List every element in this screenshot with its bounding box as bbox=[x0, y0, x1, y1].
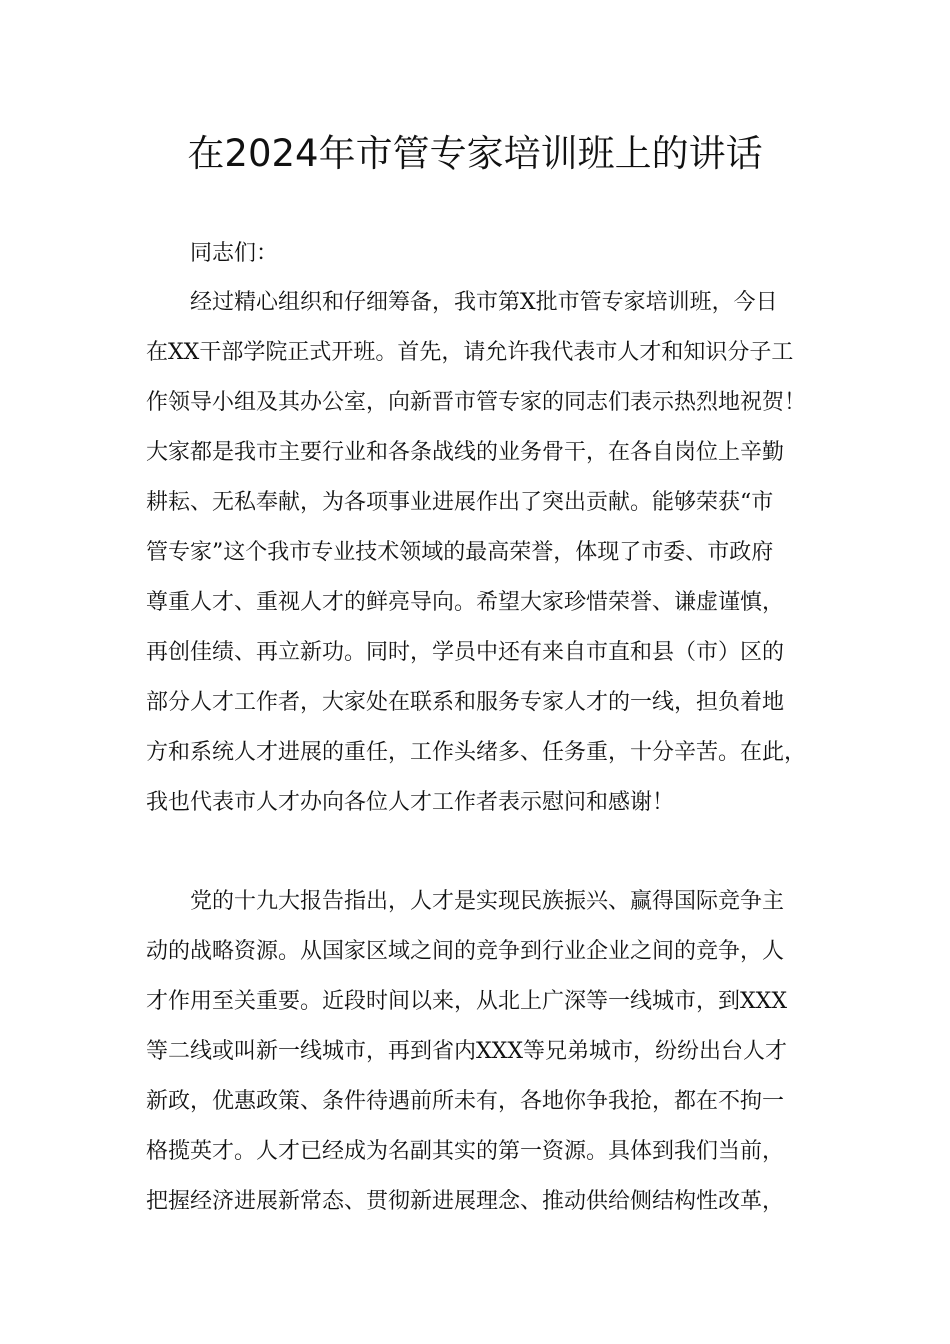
paragraph-line: 管专家”这个我市专业技术领域的最高荣誉，体现了市委、市政府 bbox=[146, 540, 774, 565]
paragraph-line: 经过精心组织和仔细筹备，我市第X批市管专家培训班，今日 bbox=[190, 290, 778, 315]
paragraph-line: 新政，优惠政策、条件待遇前所未有，各地你争我抢，都在不拘一 bbox=[146, 1089, 785, 1114]
paragraph-line: 大家都是我市主要行业和各条战线的业务骨干，在各自岗位上辛勤 bbox=[146, 440, 785, 465]
paragraph-line: 尊重人才、重视人才的鲜亮导向。希望大家珍惜荣誉、谦虚谨慎， bbox=[146, 590, 785, 615]
paragraph-line: 把握经济进展新常态、贯彻新进展理念、推动供给侧结构性改革， bbox=[146, 1189, 785, 1214]
paragraph-line: 动的战略资源。从国家区域之间的竞争到行业企业之间的竞争，人 bbox=[146, 939, 785, 964]
paragraph-line: 耕耘、无私奉献，为各项事业进展作出了突出贡献。能够荣获“市 bbox=[146, 490, 774, 515]
paragraph-line: 我也代表市人才办向各位人才工作者表示慰问和感谢！ bbox=[146, 790, 675, 815]
paragraph-line: 格揽英才。人才已经成为名副其实的第一资源。具体到我们当前， bbox=[146, 1139, 785, 1164]
document-title: 在2024年市管专家培训班上的讲话 bbox=[187, 132, 763, 175]
paragraph-line: 等二线或叫新一线城市，再到省内XXX等兄弟城市，纷纷出台人才 bbox=[146, 1039, 787, 1064]
paragraph-line: 再创佳绩、再立新功。同时，学员中还有来自市直和县（市）区的 bbox=[146, 640, 785, 665]
salutation: 同志们： bbox=[190, 241, 279, 266]
paragraph-line: 才作用至关重要。近段时间以来，从北上广深等一线城市，到XXX bbox=[146, 989, 787, 1014]
paragraph-line: 作领导小组及其办公室，向新晋市管专家的同志们表示热烈地祝贺！ bbox=[146, 390, 807, 415]
paragraph-line: 方和系统人才进展的重任，工作头绪多、任务重，十分辛苦。在此， bbox=[146, 740, 807, 765]
paragraph-line: 部分人才工作者，大家处在联系和服务专家人才的一线，担负着地 bbox=[146, 690, 785, 715]
paragraph-line: 在XX干部学院正式开班。首先，请允许我代表市人才和知识分子工 bbox=[146, 340, 794, 365]
paragraph-line: 党的十九大报告指出，人才是实现民族振兴、赢得国际竞争主 bbox=[190, 889, 785, 914]
